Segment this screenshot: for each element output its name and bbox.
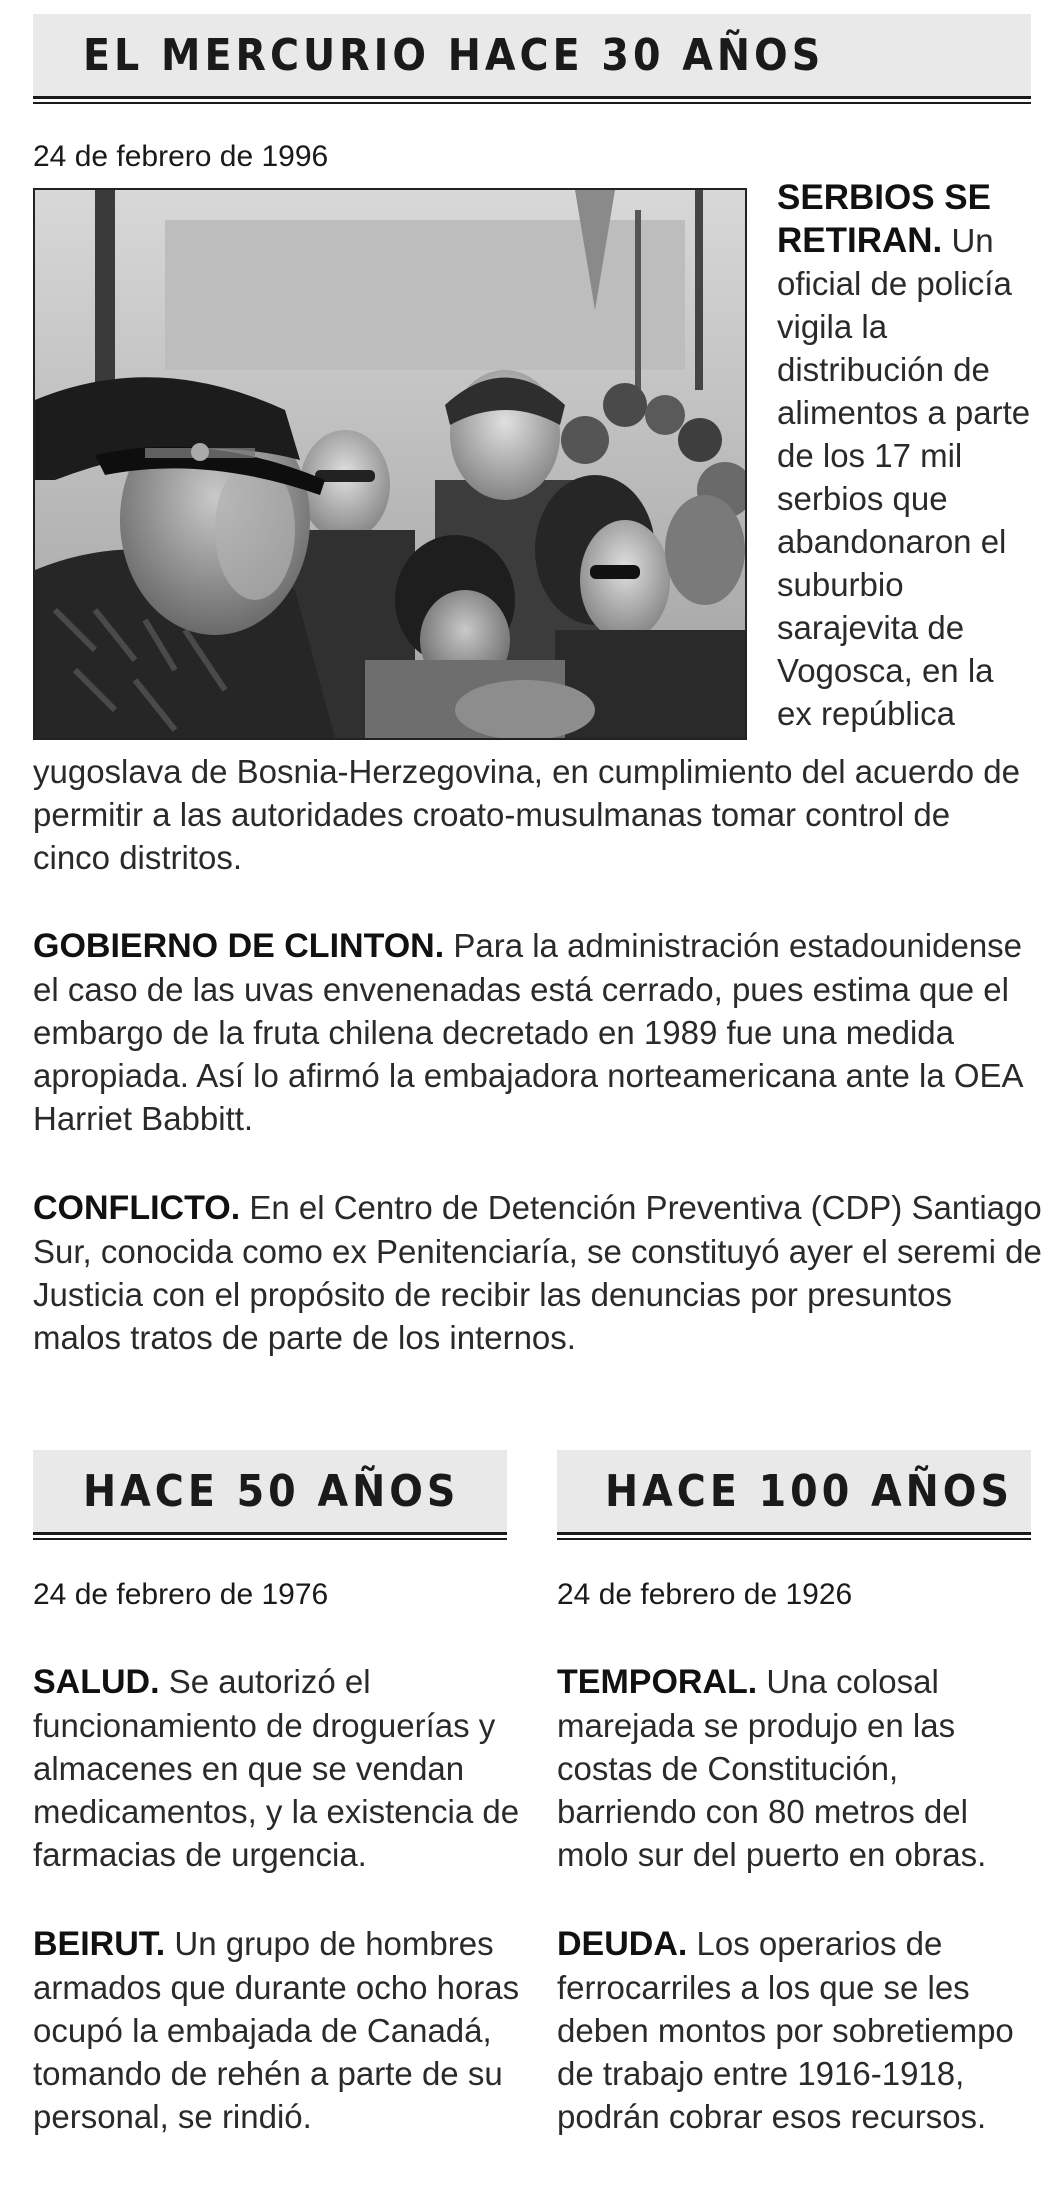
item-body: Se autorizó el funcionamiento de droguerías y almacenes en que se vendan medicamentos, y la existencia de farmacias de urgencia. xyxy=(33,1663,520,1873)
section-date: 24 de febrero de 1996 xyxy=(33,140,329,173)
item-body: Para la administración estadounidense el caso de las uvas envenenadas está cerrado, pues estima que el embargo de la fruta chilena decretado en 1989 fue una medida apropiada. Así lo afirmó la embajadora norteamericana ante la OEA Harriet Babbitt. xyxy=(33,927,1023,1137)
section-header-30-years xyxy=(33,14,1031,99)
news-item-beirut xyxy=(33,1922,523,2138)
item-body: Los operarios de ferrocarriles a los que se les deben montos por sobretiempo de trabajo entre 1916-1918, podrán cobrar esos recursos. xyxy=(557,1925,1014,2135)
section-date: 24 de febrero de 1926 xyxy=(557,1578,853,1611)
news-item-serbios-continued xyxy=(33,750,1033,879)
item-headline: SERBIOS SE RETIRAN. xyxy=(777,178,991,260)
item-body: Un grupo de hombres armados que durante ocho horas ocupó la embajada de Canadá, tomando de rehén a parte de su personal, se rindió. xyxy=(33,1925,520,2135)
news-item-salud xyxy=(33,1660,523,1876)
item-body: Una colosal marejada se produjo en las costas de Constitución, barriendo con 80 metros del molo sur del puerto en obras. xyxy=(557,1663,987,1873)
item-headline: GOBIERNO DE CLINTON. xyxy=(33,927,445,965)
section-title: HACE 50 AÑOS xyxy=(83,1465,460,1517)
item-headline: DEUDA. xyxy=(557,1925,688,1963)
section-title: EL MERCURIO HACE 30 AÑOS xyxy=(83,29,825,81)
news-item-clinton xyxy=(33,924,1033,1140)
section-header-100-years xyxy=(557,1450,1031,1535)
item-headline: CONFLICTO. xyxy=(33,1189,241,1227)
news-photo xyxy=(33,188,747,740)
item-body-part: Un oficial de policía vigila la distribución de alimentos a parte de los 17 mil serbios que abandonaron el suburbio sarajevita de Vogosca, en la ex república xyxy=(777,222,1031,732)
item-headline: BEIRUT. xyxy=(33,1925,166,1963)
section-title: HACE 100 AÑOS xyxy=(605,1465,1013,1517)
item-headline: TEMPORAL. xyxy=(557,1663,758,1701)
news-item-conflicto xyxy=(33,1186,1043,1359)
item-body: En el Centro de Detención Preventiva (CDP) Santiago Sur, conocida como ex Penitenciaría, se constituyó ayer el seremi de Justicia con el propósito de recibir las denuncias por presuntos malos tratos de parte de los internos. xyxy=(33,1189,1042,1356)
item-body-part: yugoslava de Bosnia-Herzegovina, en cumplimiento del acuerdo de permitir a las autoridades croato-musulmanas tomar control de cinco distritos. xyxy=(33,753,1020,876)
item-headline: SALUD. xyxy=(33,1663,160,1701)
news-item-deuda xyxy=(557,1922,1017,2138)
police-officer-crowd-photo xyxy=(35,190,745,738)
news-item-temporal xyxy=(557,1660,1017,1876)
section-date: 24 de febrero de 1976 xyxy=(33,1578,329,1611)
section-header-50-years xyxy=(33,1450,507,1535)
news-item-serbios xyxy=(777,176,1037,735)
